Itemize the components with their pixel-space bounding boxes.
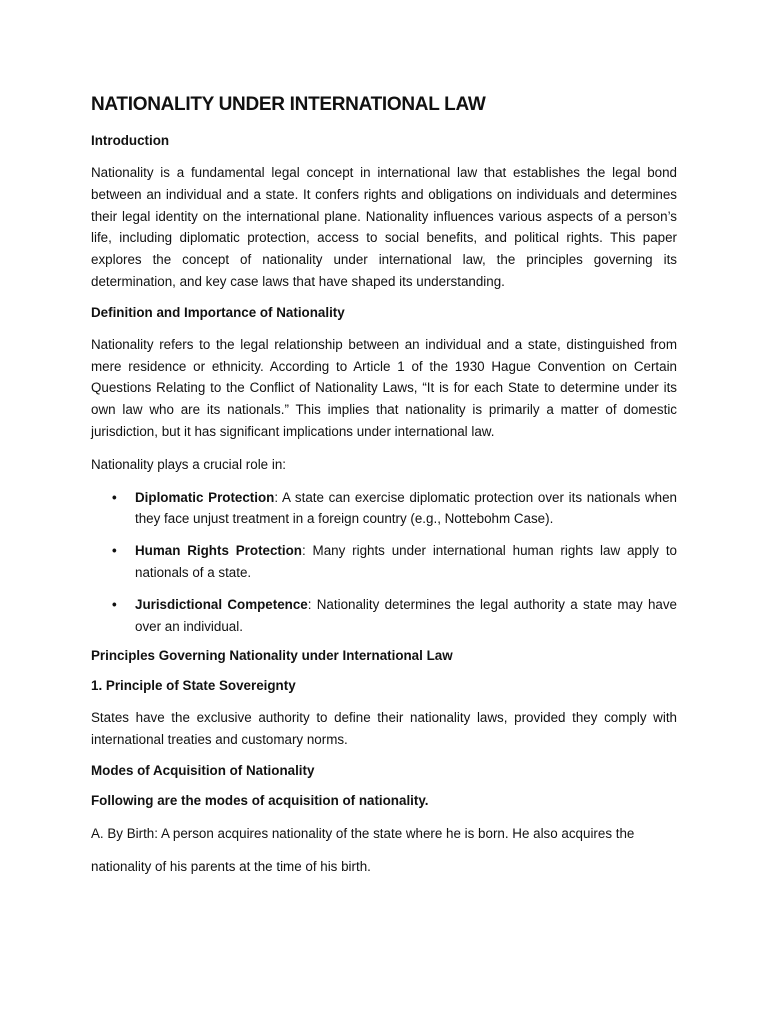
modes-subheading: Following are the modes of acquisition of nationality. [91, 792, 429, 808]
bullet-item-diplomatic-protection [91, 487, 677, 531]
role-bullet-list [91, 487, 677, 638]
bullet-item-jurisdictional-competence [91, 594, 677, 638]
sovereignty-heading: 1. Principle of State Sovereignty [91, 678, 296, 694]
bullet-icon: • [112, 596, 117, 612]
bullet-term: Diplomatic Protection [135, 489, 275, 505]
bullet-text: : Nationality determines the legal authority a state may have over an individual. [135, 596, 677, 634]
bullet-icon: • [112, 489, 117, 505]
bullet-item-human-rights-protection [91, 540, 677, 584]
by-birth-paragraph [91, 817, 677, 883]
introduction-heading: Introduction [91, 133, 170, 148]
bullet-text: : Many rights under international human rights law apply to nationals of a state. [135, 543, 678, 580]
bullet-text: : A state can exercise diplomatic protection over its nationals when they face unjust treatment in a foreign country (e.g., Nottebohm Case). [135, 489, 677, 527]
document-title: NATIONALITY UNDER INTERNATIONAL LAW [91, 94, 486, 115]
principles-heading: Principles Governing Nationality under International Law [91, 648, 453, 664]
definition-paragraph: Nationality refers to the legal relationship between an individual and a state, distinguished from mere residence or ethnicity. According to Article 1 of the 1930 Hague Convention on Certain Questions Relating to the Conflict of Nationality Laws, “It is for each State to determine under its own law who are its nationals.” This implies that nationality is primarily a matter of domestic jurisdiction, but it has significant implications under international law. [91, 336, 677, 439]
sovereignty-paragraph: States have the exclusive authority to define their nationality laws, provided they comply with international treaties and customary norms. [91, 710, 677, 748]
role-intro-paragraph: Nationality plays a crucial role in: [91, 456, 286, 472]
definition-heading: Definition and Importance of Nationality [91, 304, 345, 320]
by-birth-line-2: nationality of his parents at the time of his birth. [91, 858, 371, 874]
bullet-term: Jurisdictional Competence [135, 596, 308, 612]
modes-heading: Modes of Acquisition of Nationality [91, 762, 315, 778]
by-birth-line-1: A. By Birth: A person acquires nationality of the state where he is born. He also acquires the [91, 825, 635, 841]
introduction-paragraph: Nationality is a fundamental legal concept in international law that establishes the legal bond between an individual and a state. It confers rights and obligations on individuals and determines their legal identity on the international plane. Nationality influences various aspects of a person’s life, including diplomatic protection, access to social benefits, and political rights. This paper explores the concept of nationality under international law, the principles governing its determination, and key case laws that have shaped its understanding. [91, 165, 677, 289]
bullet-icon: • [112, 543, 117, 559]
bullet-term: Human Rights Protection [135, 543, 302, 559]
